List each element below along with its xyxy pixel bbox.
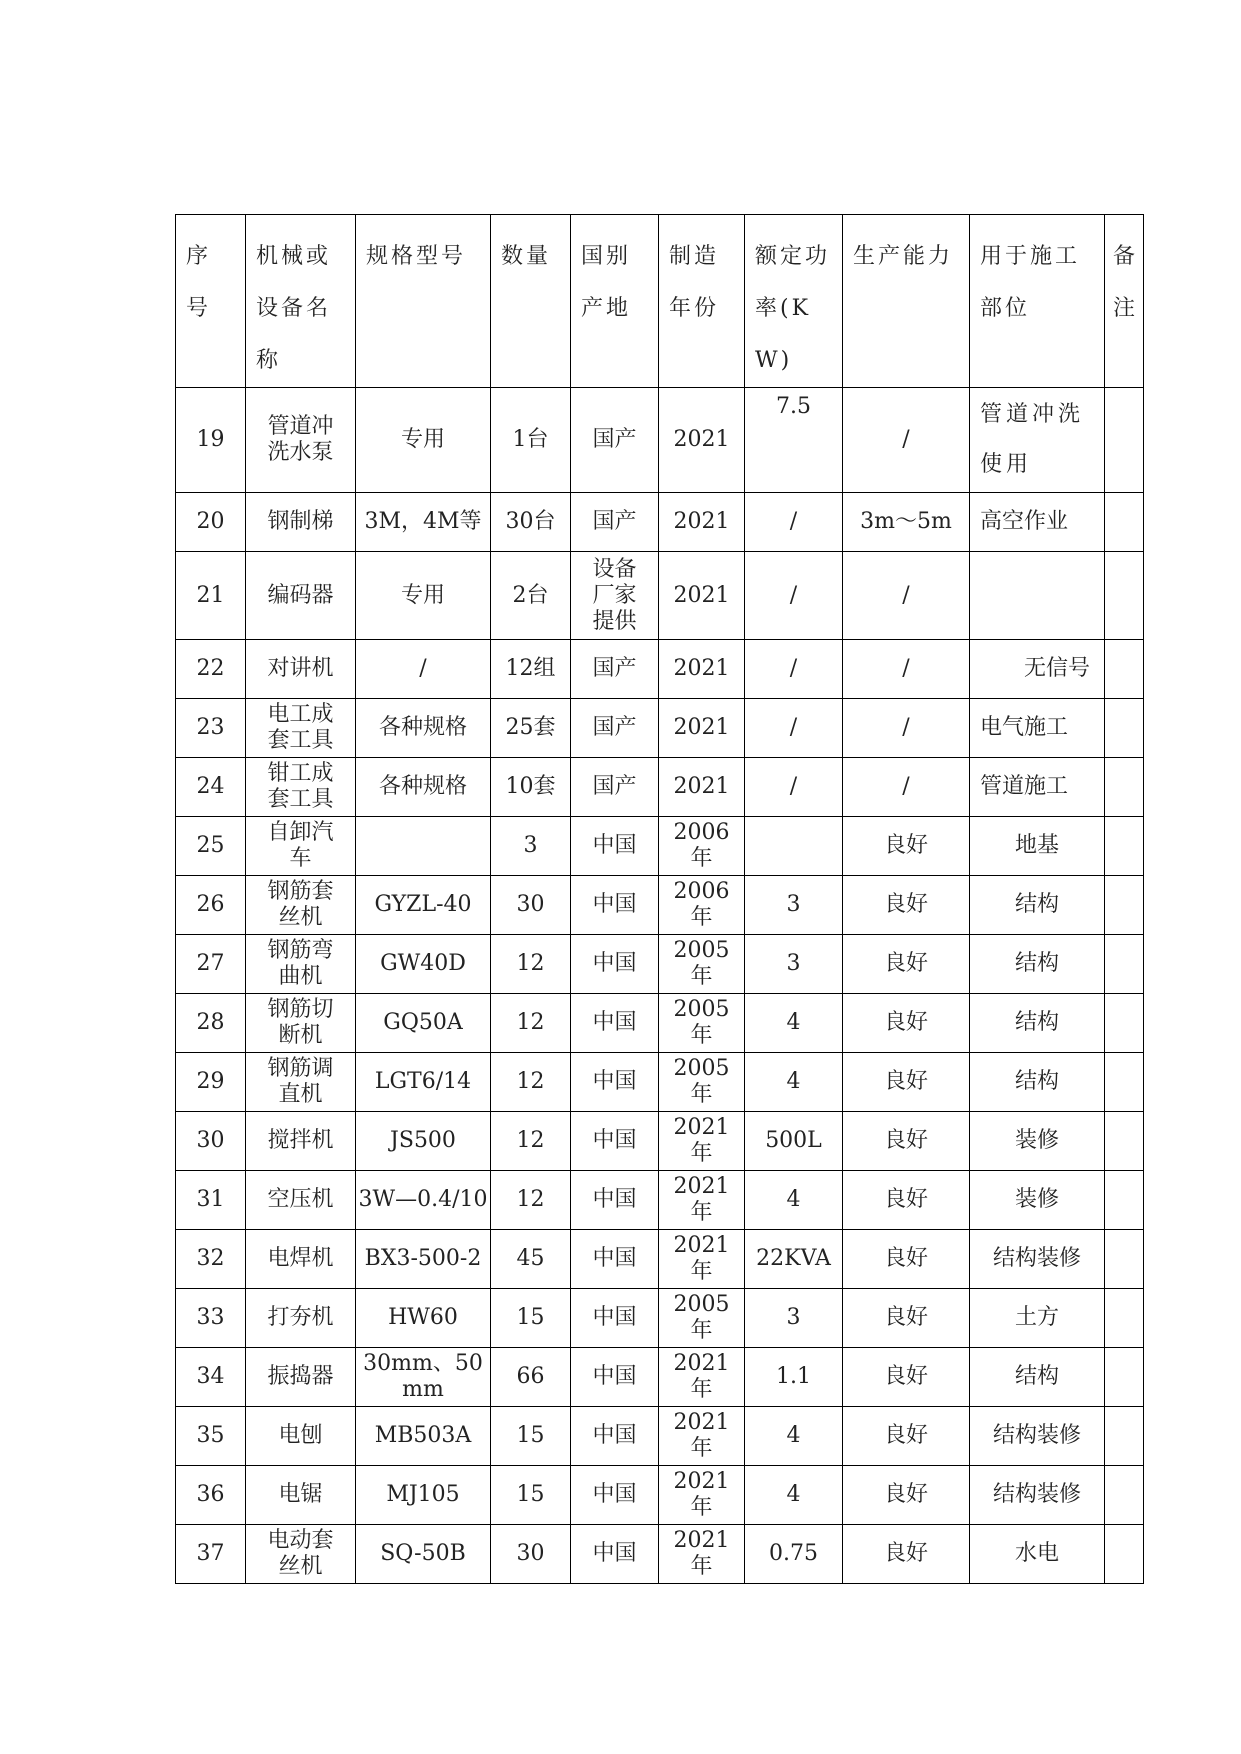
cell-index: 26 bbox=[176, 876, 246, 935]
cell-remark bbox=[1105, 388, 1144, 493]
cell-model: 各种规格 bbox=[356, 699, 491, 758]
cell-origin: 国产 bbox=[571, 388, 659, 493]
cell-name: 钳工成套工具 bbox=[246, 758, 356, 817]
cell-power: / bbox=[745, 758, 843, 817]
cell-year: 2021 bbox=[659, 758, 745, 817]
header-cell-origin: 国别产地 bbox=[571, 215, 659, 388]
equipment-table bbox=[175, 214, 1144, 1584]
cell-name: 搅拌机 bbox=[246, 1112, 356, 1171]
header-cell-model: 规格型号 bbox=[356, 215, 491, 388]
cell-year: 2005年 bbox=[659, 994, 745, 1053]
cell-usage: 装修 bbox=[970, 1112, 1105, 1171]
cell-origin: 中国 bbox=[571, 1171, 659, 1230]
header-cell-power: 额定功率(KW) bbox=[745, 215, 843, 388]
cell-index: 25 bbox=[176, 817, 246, 876]
cell-remark bbox=[1105, 640, 1144, 699]
table-row bbox=[176, 935, 1144, 994]
cell-capacity: 良好 bbox=[843, 1171, 970, 1230]
cell-origin: 中国 bbox=[571, 935, 659, 994]
cell-year: 2021 bbox=[659, 388, 745, 493]
cell-usage: 水电 bbox=[970, 1525, 1105, 1584]
table-row bbox=[176, 1289, 1144, 1348]
cell-capacity: 良好 bbox=[843, 1112, 970, 1171]
cell-remark bbox=[1105, 758, 1144, 817]
cell-power: / bbox=[745, 493, 843, 552]
cell-name: 管道冲洗水泵 bbox=[246, 388, 356, 493]
table-header bbox=[176, 215, 1144, 388]
cell-model: MJ105 bbox=[356, 1466, 491, 1525]
table-row bbox=[176, 817, 1144, 876]
cell-name: 钢筋弯曲机 bbox=[246, 935, 356, 994]
cell-usage: 装修 bbox=[970, 1171, 1105, 1230]
cell-power: 1.1 bbox=[745, 1348, 843, 1407]
cell-power: 3 bbox=[745, 876, 843, 935]
cell-index: 31 bbox=[176, 1171, 246, 1230]
cell-index: 37 bbox=[176, 1525, 246, 1584]
cell-usage: 高空作业 bbox=[970, 493, 1105, 552]
cell-name: 电刨 bbox=[246, 1407, 356, 1466]
cell-remark bbox=[1105, 1348, 1144, 1407]
cell-usage: 结构装修 bbox=[970, 1407, 1105, 1466]
cell-model: 专用 bbox=[356, 552, 491, 640]
cell-year: 2005年 bbox=[659, 1053, 745, 1112]
cell-quantity: 1台 bbox=[491, 388, 571, 493]
cell-capacity: 良好 bbox=[843, 1407, 970, 1466]
cell-name: 电动套丝机 bbox=[246, 1525, 356, 1584]
cell-capacity: 良好 bbox=[843, 876, 970, 935]
cell-origin: 中国 bbox=[571, 1525, 659, 1584]
cell-usage: 管道冲洗使用 bbox=[970, 388, 1105, 493]
cell-usage: 结构装修 bbox=[970, 1466, 1105, 1525]
table-body bbox=[176, 388, 1144, 1584]
cell-index: 34 bbox=[176, 1348, 246, 1407]
cell-name: 打夯机 bbox=[246, 1289, 356, 1348]
cell-quantity: 25套 bbox=[491, 699, 571, 758]
cell-remark bbox=[1105, 1407, 1144, 1466]
cell-quantity: 30 bbox=[491, 1525, 571, 1584]
cell-capacity: / bbox=[843, 388, 970, 493]
cell-usage: 结构 bbox=[970, 1053, 1105, 1112]
table-row bbox=[176, 1171, 1144, 1230]
cell-model: GYZL-40 bbox=[356, 876, 491, 935]
cell-remark bbox=[1105, 493, 1144, 552]
cell-usage: 管道施工 bbox=[970, 758, 1105, 817]
cell-power: / bbox=[745, 640, 843, 699]
cell-remark bbox=[1105, 1525, 1144, 1584]
header-cell-index: 序号 bbox=[176, 215, 246, 388]
cell-quantity: 12 bbox=[491, 1053, 571, 1112]
cell-quantity: 15 bbox=[491, 1289, 571, 1348]
table-row bbox=[176, 994, 1144, 1053]
header-cell-year: 制造年份 bbox=[659, 215, 745, 388]
table-row bbox=[176, 1466, 1144, 1525]
cell-year: 2006年 bbox=[659, 817, 745, 876]
cell-year: 2021年 bbox=[659, 1171, 745, 1230]
equipment-table-sheet bbox=[175, 214, 1143, 1584]
cell-model: GW40D bbox=[356, 935, 491, 994]
cell-power: 7.5 bbox=[745, 388, 843, 493]
cell-origin: 国产 bbox=[571, 493, 659, 552]
cell-usage: 无信号 bbox=[970, 640, 1105, 699]
header-row bbox=[176, 215, 1144, 388]
cell-origin: 设备厂家提供 bbox=[571, 552, 659, 640]
cell-origin: 中国 bbox=[571, 876, 659, 935]
cell-model: 专用 bbox=[356, 388, 491, 493]
header-cell-usage: 用于施工部位 bbox=[970, 215, 1105, 388]
cell-power bbox=[745, 817, 843, 876]
cell-capacity: 3m～5m bbox=[843, 493, 970, 552]
cell-year: 2005年 bbox=[659, 935, 745, 994]
cell-name: 钢制梯 bbox=[246, 493, 356, 552]
cell-power: 22KVA bbox=[745, 1230, 843, 1289]
cell-model bbox=[356, 817, 491, 876]
cell-origin: 国产 bbox=[571, 640, 659, 699]
cell-origin: 中国 bbox=[571, 1466, 659, 1525]
cell-model: HW60 bbox=[356, 1289, 491, 1348]
cell-quantity: 15 bbox=[491, 1466, 571, 1525]
cell-usage: 电气施工 bbox=[970, 699, 1105, 758]
cell-year: 2021年 bbox=[659, 1348, 745, 1407]
cell-remark bbox=[1105, 1053, 1144, 1112]
cell-year: 2021 bbox=[659, 699, 745, 758]
header-cell-name: 机械或设备名称 bbox=[246, 215, 356, 388]
cell-quantity: 2台 bbox=[491, 552, 571, 640]
cell-model: LGT6/14 bbox=[356, 1053, 491, 1112]
cell-index: 33 bbox=[176, 1289, 246, 1348]
cell-remark bbox=[1105, 552, 1144, 640]
cell-power: / bbox=[745, 552, 843, 640]
cell-name: 自卸汽车 bbox=[246, 817, 356, 876]
table-row bbox=[176, 758, 1144, 817]
cell-index: 36 bbox=[176, 1466, 246, 1525]
cell-remark bbox=[1105, 876, 1144, 935]
cell-model: BX3-500-2 bbox=[356, 1230, 491, 1289]
cell-capacity: 良好 bbox=[843, 817, 970, 876]
cell-year: 2021 bbox=[659, 552, 745, 640]
cell-model: 30mm、50mm bbox=[356, 1348, 491, 1407]
cell-model: JS500 bbox=[356, 1112, 491, 1171]
cell-origin: 中国 bbox=[571, 1053, 659, 1112]
cell-quantity: 12 bbox=[491, 1171, 571, 1230]
cell-year: 2005年 bbox=[659, 1289, 745, 1348]
cell-name: 编码器 bbox=[246, 552, 356, 640]
cell-name: 钢筋套丝机 bbox=[246, 876, 356, 935]
cell-model: GQ50A bbox=[356, 994, 491, 1053]
cell-name: 对讲机 bbox=[246, 640, 356, 699]
cell-quantity: 10套 bbox=[491, 758, 571, 817]
table-row bbox=[176, 493, 1144, 552]
cell-usage: 结构 bbox=[970, 1348, 1105, 1407]
cell-quantity: 66 bbox=[491, 1348, 571, 1407]
cell-model: / bbox=[356, 640, 491, 699]
cell-power: 0.75 bbox=[745, 1525, 843, 1584]
cell-quantity: 3 bbox=[491, 817, 571, 876]
cell-capacity: 良好 bbox=[843, 1230, 970, 1289]
cell-capacity: 良好 bbox=[843, 1053, 970, 1112]
cell-quantity: 45 bbox=[491, 1230, 571, 1289]
cell-quantity: 12 bbox=[491, 1112, 571, 1171]
cell-capacity: 良好 bbox=[843, 935, 970, 994]
cell-capacity: / bbox=[843, 640, 970, 699]
cell-power: 4 bbox=[745, 1171, 843, 1230]
cell-remark bbox=[1105, 817, 1144, 876]
cell-power: 4 bbox=[745, 1407, 843, 1466]
header-cell-remark: 备注 bbox=[1105, 215, 1144, 388]
cell-capacity: / bbox=[843, 552, 970, 640]
cell-index: 19 bbox=[176, 388, 246, 493]
header-cell-quantity: 数量 bbox=[491, 215, 571, 388]
cell-model: MB503A bbox=[356, 1407, 491, 1466]
cell-origin: 中国 bbox=[571, 1230, 659, 1289]
cell-year: 2021 bbox=[659, 493, 745, 552]
cell-year: 2021年 bbox=[659, 1466, 745, 1525]
cell-usage: 结构 bbox=[970, 994, 1105, 1053]
cell-index: 30 bbox=[176, 1112, 246, 1171]
table-row bbox=[176, 552, 1144, 640]
cell-origin: 中国 bbox=[571, 1289, 659, 1348]
table-row bbox=[176, 1407, 1144, 1466]
table-row bbox=[176, 1525, 1144, 1584]
cell-remark bbox=[1105, 1466, 1144, 1525]
cell-origin: 中国 bbox=[571, 994, 659, 1053]
cell-index: 24 bbox=[176, 758, 246, 817]
cell-index: 21 bbox=[176, 552, 246, 640]
cell-power: 4 bbox=[745, 1053, 843, 1112]
table-row bbox=[176, 640, 1144, 699]
cell-capacity: / bbox=[843, 699, 970, 758]
cell-index: 23 bbox=[176, 699, 246, 758]
cell-quantity: 12 bbox=[491, 935, 571, 994]
cell-model: 各种规格 bbox=[356, 758, 491, 817]
cell-name: 钢筋调直机 bbox=[246, 1053, 356, 1112]
cell-index: 20 bbox=[176, 493, 246, 552]
cell-name: 电焊机 bbox=[246, 1230, 356, 1289]
cell-usage bbox=[970, 552, 1105, 640]
cell-usage: 结构 bbox=[970, 876, 1105, 935]
cell-model: SQ-50B bbox=[356, 1525, 491, 1584]
cell-power: 3 bbox=[745, 1289, 843, 1348]
cell-capacity: 良好 bbox=[843, 994, 970, 1053]
cell-remark bbox=[1105, 1112, 1144, 1171]
table-row bbox=[176, 1348, 1144, 1407]
cell-index: 32 bbox=[176, 1230, 246, 1289]
cell-name: 钢筋切断机 bbox=[246, 994, 356, 1053]
cell-remark bbox=[1105, 1289, 1144, 1348]
cell-origin: 中国 bbox=[571, 1407, 659, 1466]
cell-index: 35 bbox=[176, 1407, 246, 1466]
cell-usage: 地基 bbox=[970, 817, 1105, 876]
cell-year: 2006年 bbox=[659, 876, 745, 935]
cell-usage: 结构 bbox=[970, 935, 1105, 994]
cell-name: 电工成套工具 bbox=[246, 699, 356, 758]
cell-index: 29 bbox=[176, 1053, 246, 1112]
cell-origin: 国产 bbox=[571, 758, 659, 817]
table-row bbox=[176, 388, 1144, 493]
cell-quantity: 30台 bbox=[491, 493, 571, 552]
cell-remark bbox=[1105, 1230, 1144, 1289]
cell-capacity: 良好 bbox=[843, 1466, 970, 1525]
cell-year: 2021年 bbox=[659, 1112, 745, 1171]
cell-origin: 中国 bbox=[571, 1348, 659, 1407]
cell-power: 500L bbox=[745, 1112, 843, 1171]
cell-index: 22 bbox=[176, 640, 246, 699]
cell-origin: 国产 bbox=[571, 699, 659, 758]
cell-quantity: 15 bbox=[491, 1407, 571, 1466]
cell-year: 2021年 bbox=[659, 1230, 745, 1289]
cell-power: 4 bbox=[745, 994, 843, 1053]
cell-remark bbox=[1105, 994, 1144, 1053]
cell-year: 2021 bbox=[659, 640, 745, 699]
cell-capacity: 良好 bbox=[843, 1289, 970, 1348]
cell-capacity: / bbox=[843, 758, 970, 817]
cell-origin: 中国 bbox=[571, 1112, 659, 1171]
cell-name: 空压机 bbox=[246, 1171, 356, 1230]
cell-model: 3M，4M等 bbox=[356, 493, 491, 552]
cell-index: 28 bbox=[176, 994, 246, 1053]
cell-year: 2021年 bbox=[659, 1525, 745, 1584]
cell-name: 振捣器 bbox=[246, 1348, 356, 1407]
table-row bbox=[176, 699, 1144, 758]
table-row bbox=[176, 1112, 1144, 1171]
table-row bbox=[176, 1230, 1144, 1289]
table-row bbox=[176, 876, 1144, 935]
cell-quantity: 12 bbox=[491, 994, 571, 1053]
cell-usage: 结构装修 bbox=[970, 1230, 1105, 1289]
cell-origin: 中国 bbox=[571, 817, 659, 876]
cell-name: 电锯 bbox=[246, 1466, 356, 1525]
header-cell-capacity: 生产能力 bbox=[843, 215, 970, 388]
cell-remark bbox=[1105, 699, 1144, 758]
cell-power: / bbox=[745, 699, 843, 758]
cell-remark bbox=[1105, 1171, 1144, 1230]
cell-power: 3 bbox=[745, 935, 843, 994]
cell-remark bbox=[1105, 935, 1144, 994]
cell-capacity: 良好 bbox=[843, 1348, 970, 1407]
cell-capacity: 良好 bbox=[843, 1525, 970, 1584]
cell-model: 3W—0.4/10 bbox=[356, 1171, 491, 1230]
cell-index: 27 bbox=[176, 935, 246, 994]
cell-year: 2021年 bbox=[659, 1407, 745, 1466]
table-row bbox=[176, 1053, 1144, 1112]
cell-quantity: 30 bbox=[491, 876, 571, 935]
cell-power: 4 bbox=[745, 1466, 843, 1525]
cell-usage: 土方 bbox=[970, 1289, 1105, 1348]
cell-quantity: 12组 bbox=[491, 640, 571, 699]
